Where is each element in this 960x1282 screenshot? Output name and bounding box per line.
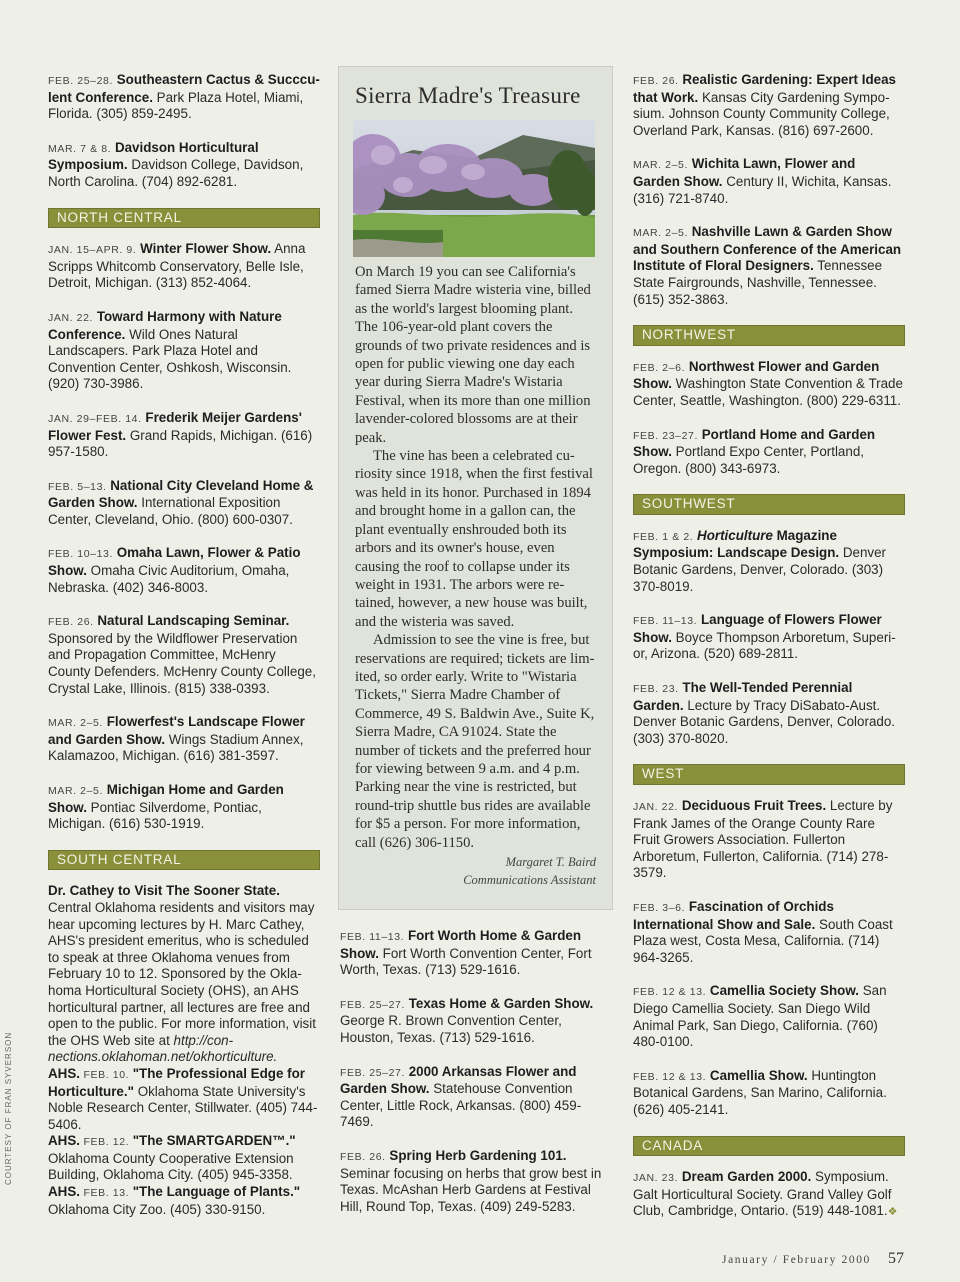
event-title: Fort Worth Home & Garden Show. bbox=[340, 928, 582, 961]
event-details: Huntington Botanical Gardens, San Marino, California. (626) 405-2141. bbox=[633, 1067, 887, 1117]
event-entry bbox=[633, 983, 905, 1050]
author-role: Communications Assistant bbox=[463, 873, 596, 887]
issue-footer: January / February 2000 bbox=[722, 1254, 871, 1266]
event-title: Natural Landscaping Seminar. bbox=[97, 613, 290, 629]
event-title: 2000 Arkansas Flower and Garden Show. bbox=[340, 1063, 577, 1097]
event-title: Winter Flower Show. bbox=[140, 241, 272, 257]
page-number: 57 bbox=[888, 1250, 904, 1267]
event-title: Southeastern Cactus & Succculent Conference. bbox=[48, 72, 320, 105]
ahs-label: AHS. bbox=[48, 1065, 80, 1081]
sierra-madre-sidebar bbox=[338, 66, 613, 910]
lecture-entry bbox=[48, 1133, 320, 1184]
event-date: FEB. 25–27. bbox=[340, 1066, 405, 1079]
region-header-north-central: NORTH CENTRAL bbox=[48, 208, 320, 229]
event-date: FEB. 26. bbox=[633, 75, 679, 87]
event-details: Denver Botanic Gardens, Denver, Colorado. (303) 370-8019. bbox=[633, 545, 887, 594]
event-entry bbox=[48, 410, 320, 461]
event-details: Seminar focusing on herbs that grow best in Texas. McAshan Herb Gardens at Festival Hill, Round Top, Texas. (409) 249-5283. bbox=[340, 1165, 602, 1214]
event-details: Central Oklahoma residents and visitors may hear upcoming lectures by H. Marc Cathey, AHS's president emeritus, who is scheduled to speak at three Oklahoma venues from February 10 to 12. Sponsored by the Oklahoma Horticultural Society (OHS), an AHS horticultural partner, all lectures are free and open to the public. For more information, visit the OHS Web site at bbox=[48, 899, 316, 1048]
event-date: FEB. 12. bbox=[80, 1136, 133, 1149]
event-title: Flowerfest's Landscape Flower and Garden Show. bbox=[48, 714, 305, 747]
article-paragraph: Admission to see the vine is free, but reservations are required; tickets are limited, so order early. Write to "Wistaria Tickets," Sierra Madre Chamber of Commerce, 49 S. Baldwin Ave., Suite K, Sierra Madre, CA 91024. State the number of tickets and the preferred hour for viewing between 9 a.m. and 4 p.m. Parking near the vine is restricted, but round-trip shuttle bus rides are available for $5 a person. For more information, call (626) 306-1150. bbox=[355, 632, 595, 851]
lecture-entry bbox=[48, 1066, 320, 1133]
event-details: Lecture by Tracy DiSabato-Aust. Denver Botanic Gardens, Denver, Colorado. (303) 370-8020. bbox=[633, 697, 895, 746]
event-entry bbox=[48, 241, 320, 292]
event-date: FEB. 13. bbox=[80, 1187, 133, 1200]
event-details: George R. Brown Convention Center, Houston, Texas. (713) 529-1616. bbox=[340, 1013, 562, 1045]
event-details: Tennessee State Fairgrounds, Nashville, Tennessee. (615) 352-3863. bbox=[633, 258, 883, 307]
region-header-west: WEST bbox=[633, 764, 905, 785]
event-title: Michigan Home and Garden Show. bbox=[48, 782, 284, 815]
article-paragraph: The vine has been a celebrated curiosity since 1918, when the first festival was held in its honor. Purchased in 1894 and brought home in a gallon can, the plant eventually enshrouded both its arbors and its owner's house, even causing the roof to collapse under its weight in 1931. The arbors were retained, however, a new house was built, and the wisteria was saved. bbox=[355, 448, 593, 630]
magazine-name: Horticulture bbox=[697, 527, 773, 543]
event-date: MAR. 2–5. bbox=[633, 227, 689, 240]
event-entry bbox=[340, 1064, 605, 1131]
event-entry bbox=[48, 72, 320, 123]
event-title: Frederik Meijer Gardens' Flower Fest. bbox=[48, 409, 302, 443]
event-title: Dr. Cathey to Visit The Sooner State. bbox=[48, 883, 280, 899]
event-details: Wings Stadium Annex, Kalamazoo, Michigan. (616) 381-3597. bbox=[48, 731, 304, 764]
event-date: FEB. 10. bbox=[80, 1068, 133, 1081]
event-title: National City Cleveland Home & Garden Show. bbox=[48, 477, 314, 511]
event-entry bbox=[633, 156, 905, 207]
region-header-northwest: NORTHWEST bbox=[633, 325, 905, 346]
author-signature bbox=[463, 853, 596, 889]
event-entry bbox=[48, 782, 320, 833]
event-date: JAN. 23. bbox=[633, 1172, 679, 1185]
event-entry bbox=[633, 72, 905, 139]
event-date: MAR. 2–5. bbox=[48, 785, 104, 797]
event-date: JAN. 22. bbox=[48, 311, 94, 324]
event-title: Magazine Symposium: Landscape Design. bbox=[633, 527, 840, 561]
event-date: FEB. 11–13. bbox=[633, 615, 698, 628]
event-details: Sponsored by the Wildflower Preservation and Propagation Committee, McHenry County Defenders. McHenry County College, Crystal Lake, Illinois. (815) 338-0393. bbox=[48, 630, 316, 696]
event-date: FEB. 12 & 13. bbox=[633, 986, 707, 999]
event-details: Omaha Civic Auditorium, Omaha, Nebraska. (402) 346-8003. bbox=[48, 563, 290, 595]
event-title: "The Language of Plants." bbox=[132, 1184, 301, 1200]
event-details: Washington State Convention & Trade Center, Seattle, Washington. (800) 229-6311. bbox=[633, 376, 903, 408]
event-title: Northwest Flower and Garden Show. bbox=[633, 358, 880, 392]
event-entry bbox=[633, 899, 905, 966]
event-entry bbox=[633, 1068, 905, 1119]
event-details: Lecture by Frank James of the Orange County Rare Fruit Growers Association. Fullerton Arboretum, Fullerton, California. (714) 278-3579. bbox=[633, 798, 893, 881]
event-date: FEB. 10–13. bbox=[48, 548, 113, 561]
region-header-canada: CANADA bbox=[633, 1136, 905, 1157]
region-header-south-central: SOUTH CENTRAL bbox=[48, 850, 320, 871]
event-entry bbox=[633, 612, 905, 663]
event-entry bbox=[340, 996, 605, 1047]
event-date: FEB. 5–13. bbox=[48, 480, 107, 493]
event-title: Camellia Society Show. bbox=[709, 983, 859, 999]
event-title: Omaha Lawn, Flower & Patio Show. bbox=[48, 545, 301, 579]
event-entry bbox=[48, 309, 320, 393]
event-title: "The Professional Edge for Horticulture." bbox=[48, 1065, 305, 1099]
event-date: FEB. 26. bbox=[48, 616, 94, 629]
ahs-label: AHS. bbox=[48, 1133, 80, 1149]
event-details: International Exposition Center, Cleveland, Ohio. (800) 600-0307. bbox=[48, 495, 293, 527]
event-title: Davidson Horticultural Symposium. bbox=[48, 139, 259, 173]
event-date: FEB. 3–6. bbox=[633, 901, 686, 914]
event-date: JAN. 29–FEB. 14. bbox=[48, 412, 142, 425]
event-details: Portland Expo Center, Portland, Oregon. (800) 343-6973. bbox=[633, 444, 864, 476]
event-title: Camellia Show. bbox=[709, 1067, 808, 1083]
photo-credit: COURTESY OF FRAN SYVERSON bbox=[4, 1031, 13, 1185]
event-date: JAN. 22. bbox=[633, 801, 679, 813]
event-date: FEB. 12 & 13. bbox=[633, 1070, 707, 1083]
event-date: MAR. 7 & 8. bbox=[48, 142, 112, 155]
event-entry bbox=[633, 528, 905, 595]
event-date: MAR. 2–5. bbox=[48, 717, 104, 730]
region-header-southwest: SOUTHWEST bbox=[633, 494, 905, 515]
event-entry bbox=[48, 545, 320, 596]
event-date: JAN. 15–APR. 9. bbox=[48, 244, 137, 257]
event-title: Portland Home and Garden Show. bbox=[633, 426, 876, 460]
ohs-web-link[interactable]: http://connections.oklahoman.net/okhorticulture. bbox=[48, 1032, 278, 1065]
event-details: Boyce Thompson Arboretum, Superior, Arizona. (520) 689-2811. bbox=[633, 629, 896, 662]
event-entry bbox=[48, 478, 320, 529]
right-column bbox=[633, 72, 905, 1238]
wisteria-photo bbox=[353, 120, 595, 257]
event-title: Spring Herb Gardening 101. bbox=[389, 1147, 567, 1163]
event-entry bbox=[633, 359, 905, 410]
event-title: Dream Garden 2000. bbox=[681, 1169, 812, 1185]
event-details: Davidson College, Davidson, North Carolina. (704) 892-6281. bbox=[48, 157, 304, 189]
event-date: FEB. 26. bbox=[340, 1150, 386, 1163]
end-ornament-icon: ❖ bbox=[887, 1206, 898, 1219]
event-details: South Coast Plaza west, Costa Mesa, California. (714) 964-3265. bbox=[633, 916, 893, 965]
event-details: San Diego Camellia Society. San Diego Wild Animal Park, San Diego, California. (760) 480-0100. bbox=[633, 983, 887, 1050]
event-date: FEB. 11–13. bbox=[340, 931, 405, 943]
event-entry bbox=[48, 613, 320, 697]
event-entry bbox=[633, 1169, 905, 1221]
event-details: Century II, Wichita, Kansas. (316) 721-8740. bbox=[633, 173, 892, 206]
event-details: Grand Rapids, Michigan. (616) 957-1580. bbox=[48, 427, 313, 460]
event-entry bbox=[633, 680, 905, 747]
left-column bbox=[48, 72, 320, 1218]
event-entry bbox=[340, 1148, 605, 1215]
author-name: Margaret T. Baird bbox=[505, 855, 596, 869]
event-title: Language of Flowers Flower Show. bbox=[633, 612, 882, 645]
event-title: Wichita Lawn, Flower and Garden Show. bbox=[633, 156, 856, 189]
event-title: Texas Home & Garden Show. bbox=[408, 995, 594, 1011]
event-title: "The SMARTGARDEN™." bbox=[132, 1133, 296, 1149]
event-title: Fascination of Orchids International Show and Sale. bbox=[633, 898, 834, 932]
event-date: FEB. 23–27. bbox=[633, 429, 698, 442]
event-entry bbox=[633, 798, 905, 882]
event-details: Anna Scripps Whitcomb Conservatory, Belle Isle, Detroit, Michigan. (313) 852-4064. bbox=[48, 241, 306, 291]
event-title: Toward Harmony with Nature Conference. bbox=[48, 308, 282, 342]
event-details: Oklahoma State University's Noble Research Center, Stillwater. (405) 744-5406. bbox=[48, 1083, 318, 1132]
event-title: Deciduous Fruit Trees. bbox=[681, 798, 827, 813]
south-central-intro bbox=[48, 883, 320, 1066]
event-title: Realistic Gardening: Expert Ideas that Work. bbox=[633, 72, 896, 105]
event-date: MAR. 2–5. bbox=[633, 159, 689, 172]
event-date: FEB. 25–27. bbox=[340, 998, 405, 1011]
middle-column bbox=[340, 928, 605, 1232]
event-details: Statehouse Convention Center, Little Rock, Arkansas. (800) 459-7469. bbox=[340, 1081, 582, 1130]
event-details: Symposium. Galt Horticultural Society. Grand Valley Golf Club, Cambridge, Ontario. (519) 448-1081. bbox=[633, 1169, 892, 1219]
sidebar-article bbox=[355, 263, 595, 852]
event-details: Oklahoma City Zoo. (405) 330-9150. bbox=[48, 1201, 266, 1217]
event-details: Pontiac Silverdome, Pontiac, Michigan. (616) 530-1919. bbox=[48, 799, 262, 832]
event-date: FEB. 2–6. bbox=[633, 361, 686, 374]
event-date: FEB. 25–28. bbox=[48, 75, 113, 87]
event-entry bbox=[340, 928, 605, 979]
event-date: FEB. 1 & 2. bbox=[633, 530, 694, 543]
event-details: Kansas City Gardening Symposium. Johnson County Community College, Overland Park, Kansas. (816) 697-2600. bbox=[633, 89, 890, 138]
event-entry bbox=[48, 714, 320, 765]
event-entry bbox=[48, 140, 320, 191]
article-paragraph: On March 19 you can see California's famed Sierra Madre wisteria vine, billed as the world's largest blooming plant. The 106-year-old plant covers the grounds of two private residences and is open for public viewing one day each year during Sierra Madre's Wistaria Festival, when its more than one million lavender-colored blossoms are at their peak. bbox=[355, 264, 591, 446]
event-title: The Well-Tended Perennial Garden. bbox=[633, 680, 853, 713]
event-date: FEB. 23. bbox=[633, 683, 679, 696]
sidebar-title: Sierra Madre's Treasure bbox=[355, 83, 581, 108]
event-title: Nashville Lawn & Garden Show and Southern Conference of the American Institute of Floral Designers. bbox=[633, 224, 902, 274]
event-details: Park Plaza Hotel, Miami, Florida. (305) 859-2495. bbox=[48, 89, 304, 122]
event-details: Oklahoma County Cooperative Extension Building, Oklahoma City. (405) 945-3358. bbox=[48, 1150, 294, 1183]
event-entry bbox=[633, 427, 905, 478]
event-details: Wild Ones Natural Landscapers. Park Plaza Hotel and Convention Center, Oshkosh, Wisconsin. (920) 730-3986. bbox=[48, 326, 292, 392]
ahs-label: AHS. bbox=[48, 1184, 80, 1200]
event-details: Fort Worth Convention Center, Fort Worth, Texas. (713) 529-1616. bbox=[340, 945, 592, 978]
lecture-entry bbox=[48, 1184, 320, 1218]
event-entry bbox=[633, 224, 905, 308]
